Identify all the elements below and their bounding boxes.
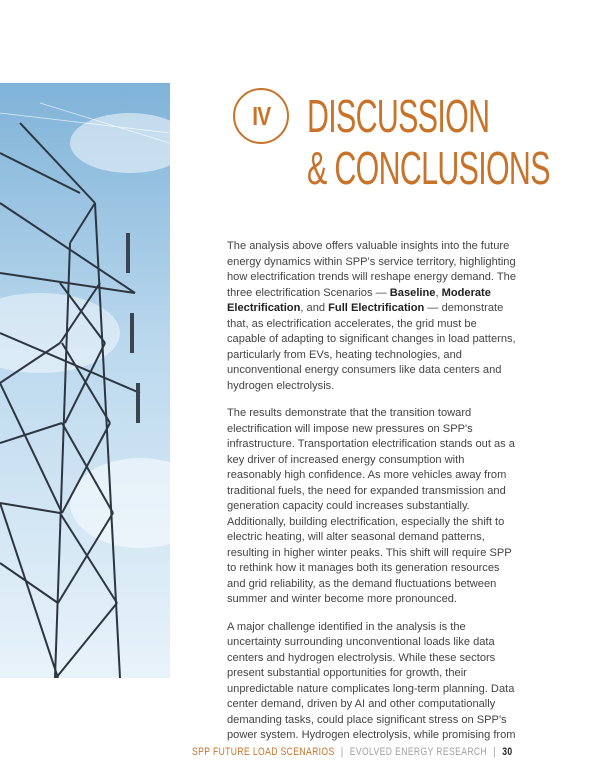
transmission-tower-photo [0, 83, 170, 678]
body-text [227, 239, 517, 756]
section-title-line-2: & CONCLUSIONS [307, 142, 550, 194]
footer-separator-1: | [340, 746, 344, 758]
page-number: 30 [502, 746, 513, 758]
section-title [307, 90, 550, 194]
paragraph-3: A major challenge identified in the analysis is the uncertainty surrounding unconventional loads like data centers and hydrogen electrolysis. While these sectors present substantial opportunities for growth, their unpredictable nature complicates long-term planning. Data center demand, driven by AI and other computationally demanding tasks, could place significant stress on SPP's power system. Hydrogen electrolysis, while promising from [227, 620, 516, 741]
paragraph-1-text-d: — demonstrate that, as electrification accelerates, the grid must be capable of adapting to significant changes in load patterns, particularly from EVs, heating technologies, and unconventional energy consumers like data centers and hydrogen electrolysis. [227, 302, 516, 392]
footer-report-title: SPP FUTURE LOAD SCENARIOS [192, 746, 335, 758]
section-number-badge [233, 88, 289, 144]
section-title-line-1: DISCUSSION [307, 90, 490, 142]
paragraph-1-text-a: The analysis above offers valuable insights into the future energy dynamics within SPP's service territory, highlighting how electrification trends will reshape energy demand. The three electrification Scenarios — [227, 240, 517, 299]
paragraph-1-text-c: , and [300, 302, 329, 314]
footer-organization: EVOLVED ENERGY RESEARCH [349, 746, 488, 758]
electricity-transmission-tower-icon [0, 83, 170, 678]
section-numeral: IV [251, 100, 271, 131]
paragraph-1-text-b: , [435, 286, 442, 299]
scenario-moderate-electrification: Moderate Electrification [227, 286, 491, 314]
scenario-baseline: Baseline [389, 286, 436, 299]
scenario-full-electrification: Full Electrification [328, 302, 425, 314]
page-footer [192, 746, 513, 758]
paragraph-2: The results demonstrate that the transition toward electrification will impose new pressures on SPP's infrastructure. Transportation electrification stands out as a key driver of increased energy consumption with reasonably high confidence. As more vehicles away from traditional fuels, the need for expanded transmission and generation capacity could increases substantially. Additionally, building electrification, especially the shift to electric heating, will alter seasonal demand patterns, resulting in higher winter peaks. This shift will require SPP to rethink how it manages both its generation resources and grid reliability, as the demand fluctuations between summer and winter become more pronounced. [227, 407, 515, 605]
footer-separator-2: | [493, 746, 496, 758]
paragraph-1 [227, 239, 517, 394]
